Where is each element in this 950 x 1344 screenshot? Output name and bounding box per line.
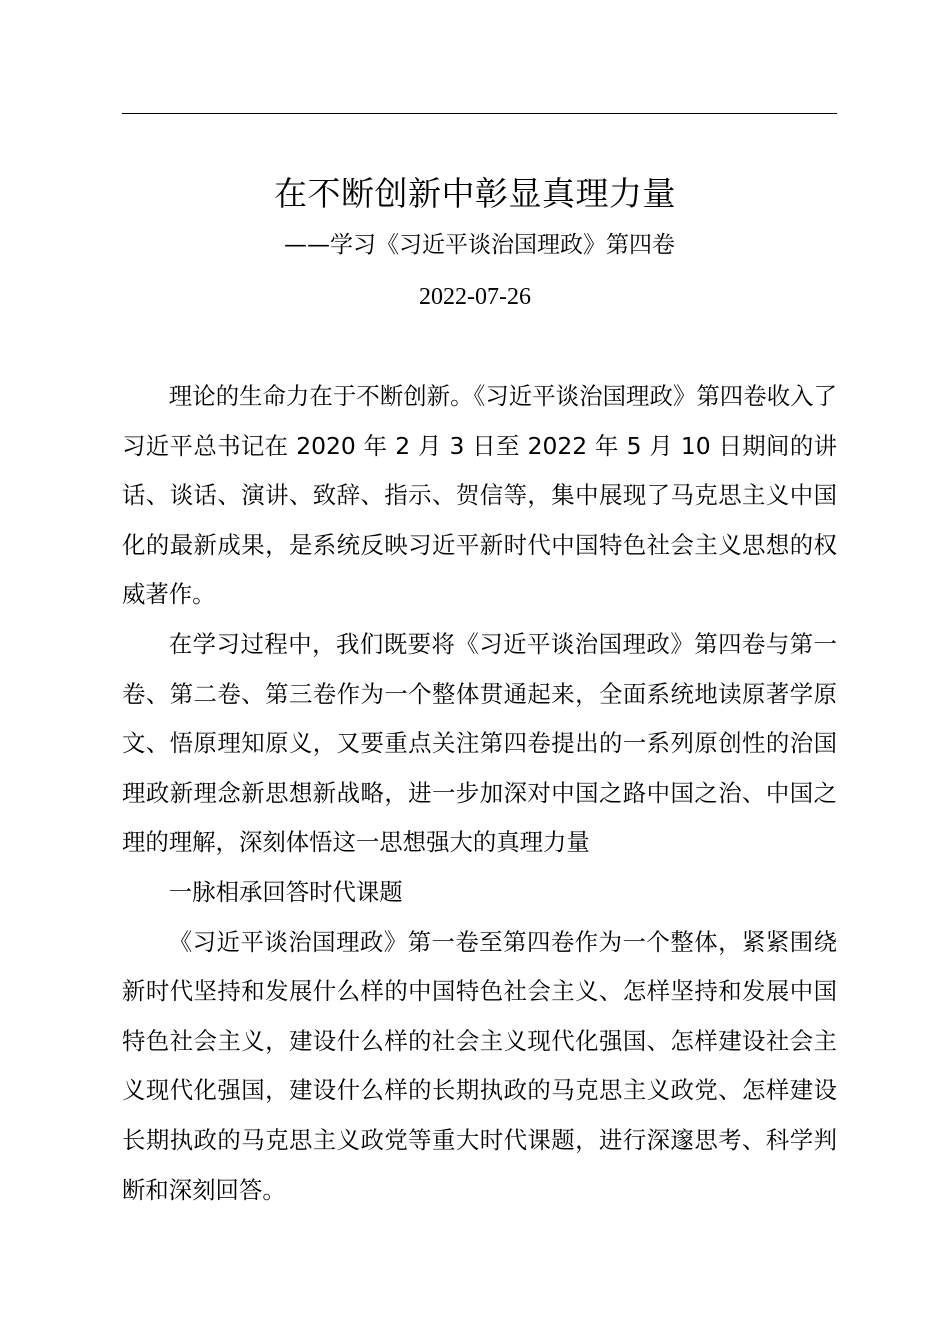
paragraph: 《习近平谈治国理政》第一卷至第四卷作为一个整体，紧紧围绕新时代坚持和发展什么样的中国特色社会主义、怎样坚持和发展中国特色社会主义，建设什么样的社会主义现代化强国、怎样建设社会主义现代化强国，建设什么样的长期执政的马克思主义政党、怎样建设长期执政的马克思主义政党等重大时代课题，进行深邃思考、科学判断和深刻回答。 bbox=[122, 927, 837, 1204]
header-rule bbox=[122, 113, 837, 114]
paragraph: 在学习过程中，我们既要将《习近平谈治国理政》第四卷与第一卷、第二卷、第三卷作为一个整体贯通起来，全面系统地读原著学原文、悟原理知原义，又要重点关注第四卷提出的一系列原创性的治国理政新理念新思想新战略，进一步加深对中国之路中国之治、中国之理的理解，深刻体悟这一思想强大的真理力量 bbox=[122, 629, 837, 857]
section-heading: 一脉相承回答时代课题 bbox=[168, 877, 403, 906]
article-body bbox=[122, 372, 837, 1215]
article-subtitle: ——学习《习近平谈治国理政》第四卷 bbox=[284, 232, 675, 258]
article-date: 2022-07-26 bbox=[419, 284, 531, 310]
article-title: 在不断创新中彰显真理力量 bbox=[274, 174, 676, 213]
paragraph: 理论的生命力在于不断创新。《习近平谈治国理政》第四卷收入了习近平总书记在 2020 年 2 月 3 日至 2022 年 5 月 10 日期间的讲话、谈话、演讲、致辞、指示、贺信等，集中展现了马克思主义中国化的最新成果，是系统反映习近平新时代中国特色社会主义思想的权威著作。 bbox=[122, 382, 837, 609]
